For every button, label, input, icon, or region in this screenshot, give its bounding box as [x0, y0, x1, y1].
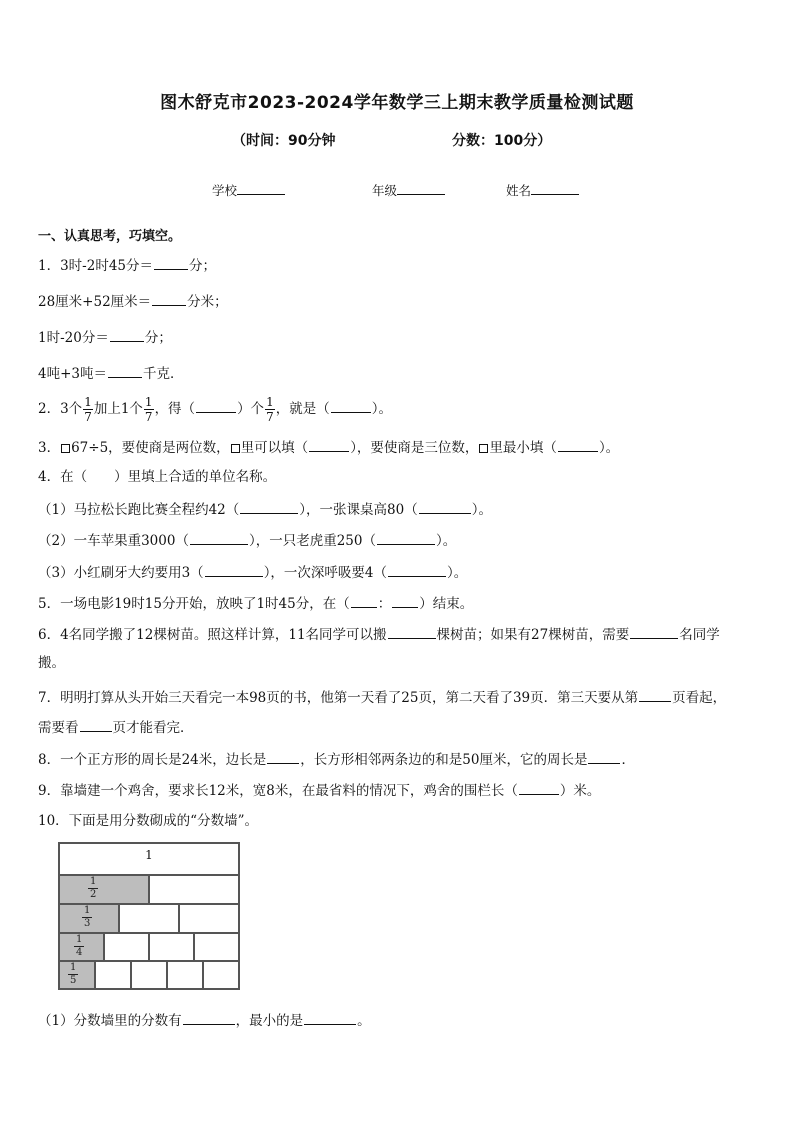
- answer-blank[interactable]: [110, 327, 144, 342]
- question-9: 9．靠墙建一个鸡舍，要求长12米，宽8米，在最省料的情况下，鸡舍的围栏长（ ）米。: [38, 780, 600, 800]
- page-title: 图木舒克市2023-2024学年数学三上期末教学质量检测试题: [160, 93, 634, 113]
- question-1c: 1时-20分＝ 分；: [38, 327, 172, 347]
- wall-row-thirds: [59, 904, 239, 933]
- name-field[interactable]: 姓名: [506, 181, 579, 199]
- wall-cell-whole: 1: [59, 843, 239, 875]
- answer-blank[interactable]: [588, 749, 620, 764]
- answer-blank[interactable]: [183, 1010, 235, 1025]
- wall-cell: 1 5: [59, 961, 95, 989]
- answer-blank[interactable]: [309, 437, 349, 452]
- answer-blank[interactable]: [152, 291, 186, 306]
- question-1d: 4吨+3吨＝ 千克．: [38, 363, 184, 383]
- fraction: $\frac{1}{7}$: [84, 395, 92, 424]
- answer-blank[interactable]: [196, 398, 236, 413]
- question-7: 7．明明打算从头开始三天看完一本98页的书，他第一天看了25页，第二天看了39页．第三天要从第 页看起，: [38, 687, 726, 707]
- school-field[interactable]: 学校: [212, 181, 285, 199]
- square-box-icon: [479, 444, 488, 453]
- question-2: 2．3个 $\frac{1}{7}$ 加上1个 $\frac{1}{7}$ ，得（ ）个 $\frac{1}{7}$ ，就是（ ）。: [38, 395, 392, 424]
- question-3: 3． 67÷5，要使商是两位数， 里可以填（ ），要使商是三位数， 里最小填（ ）。: [38, 437, 619, 457]
- question-4: 4．在（ ）里填上合适的单位名称。: [38, 469, 277, 485]
- exam-time: （时间：90分钟: [232, 133, 336, 149]
- wall-cell: 1 3: [59, 904, 119, 933]
- question-10-1: （1）分数墙里的分数有 ，最小的是 。: [38, 1010, 371, 1030]
- grade-field[interactable]: 年级: [372, 181, 445, 199]
- wall-cell: [194, 933, 239, 961]
- question-6-cont: 搬。: [38, 655, 65, 671]
- square-box-icon: [61, 444, 70, 453]
- section-heading: 一、认真思考，巧填空。: [38, 229, 182, 244]
- wall-cell: [203, 961, 239, 989]
- answer-blank[interactable]: [630, 624, 678, 639]
- question-4-2: （2）一车苹果重3000（ ），一只老虎重250（ ）。: [38, 530, 456, 550]
- answer-blank[interactable]: [304, 1010, 356, 1025]
- question-1a: 1．3时-2时45分＝ 分；: [38, 255, 216, 275]
- fraction: $\frac{1}{7}$: [144, 395, 153, 424]
- answer-blank[interactable]: [639, 687, 671, 702]
- answer-blank[interactable]: [377, 530, 435, 545]
- wall-cell: [149, 933, 194, 961]
- wall-cell: [149, 875, 239, 904]
- wall-row-halves: [59, 875, 239, 904]
- wall-row-quarters: [59, 933, 239, 961]
- wall-cell: [119, 904, 179, 933]
- wall-cell: [131, 961, 167, 989]
- answer-blank[interactable]: [108, 363, 142, 378]
- square-box-icon: [231, 444, 240, 453]
- answer-blank[interactable]: [154, 255, 188, 270]
- question-7-cont: 需要看 页才能看完．: [38, 717, 194, 737]
- question-4-3: （3）小红刷牙大约要用3（ ），一次深呼吸要4（ ）。: [38, 562, 467, 582]
- answer-blank[interactable]: [419, 499, 471, 514]
- question-4-1: （1）马拉松长跑比赛全程约42（ ），一张课桌高80（ ）。: [38, 499, 492, 519]
- wall-cell: [167, 961, 203, 989]
- answer-blank[interactable]: [519, 780, 559, 795]
- question-1b: 28厘米+52厘米＝ 分米；: [38, 291, 228, 311]
- fraction: $\frac{1}{7}$: [266, 395, 274, 424]
- question-6: 6．4名同学搬了12棵树苗。照这样计算，11名同学可以搬 棵树苗；如果有27棵树苗，需要 名同学: [38, 624, 720, 644]
- wall-cell: 1 2: [59, 875, 149, 904]
- wall-row-fifths: [59, 961, 239, 989]
- exam-score: 分数：100分）: [452, 133, 552, 149]
- question-5: 5．一场电影19时15分开始，放映了1时45分，在（ ： ）结束。: [38, 593, 473, 613]
- wall-cell: [179, 904, 239, 933]
- question-10: 10．下面是用分数砌成的“分数墙”。: [38, 813, 258, 829]
- wall-cell: [104, 933, 149, 961]
- answer-blank[interactable]: [240, 499, 298, 514]
- answer-blank[interactable]: [80, 717, 112, 732]
- question-8: 8．一个正方形的周长是24米，边长是 ，长方形相邻两条边的和是50厘米，它的周长是 ．: [38, 749, 635, 769]
- answer-blank[interactable]: [388, 562, 446, 577]
- wall-cell: 1 4: [59, 933, 104, 961]
- wall-cell: [95, 961, 131, 989]
- answer-blank[interactable]: [388, 624, 436, 639]
- answer-blank[interactable]: [205, 562, 263, 577]
- answer-blank[interactable]: [351, 593, 377, 608]
- answer-blank[interactable]: [558, 437, 598, 452]
- answer-blank[interactable]: [267, 749, 299, 764]
- answer-blank[interactable]: [392, 593, 418, 608]
- fraction-wall: [58, 842, 240, 990]
- wall-row-whole: [59, 843, 239, 875]
- answer-blank[interactable]: [331, 398, 371, 413]
- answer-blank[interactable]: [190, 530, 248, 545]
